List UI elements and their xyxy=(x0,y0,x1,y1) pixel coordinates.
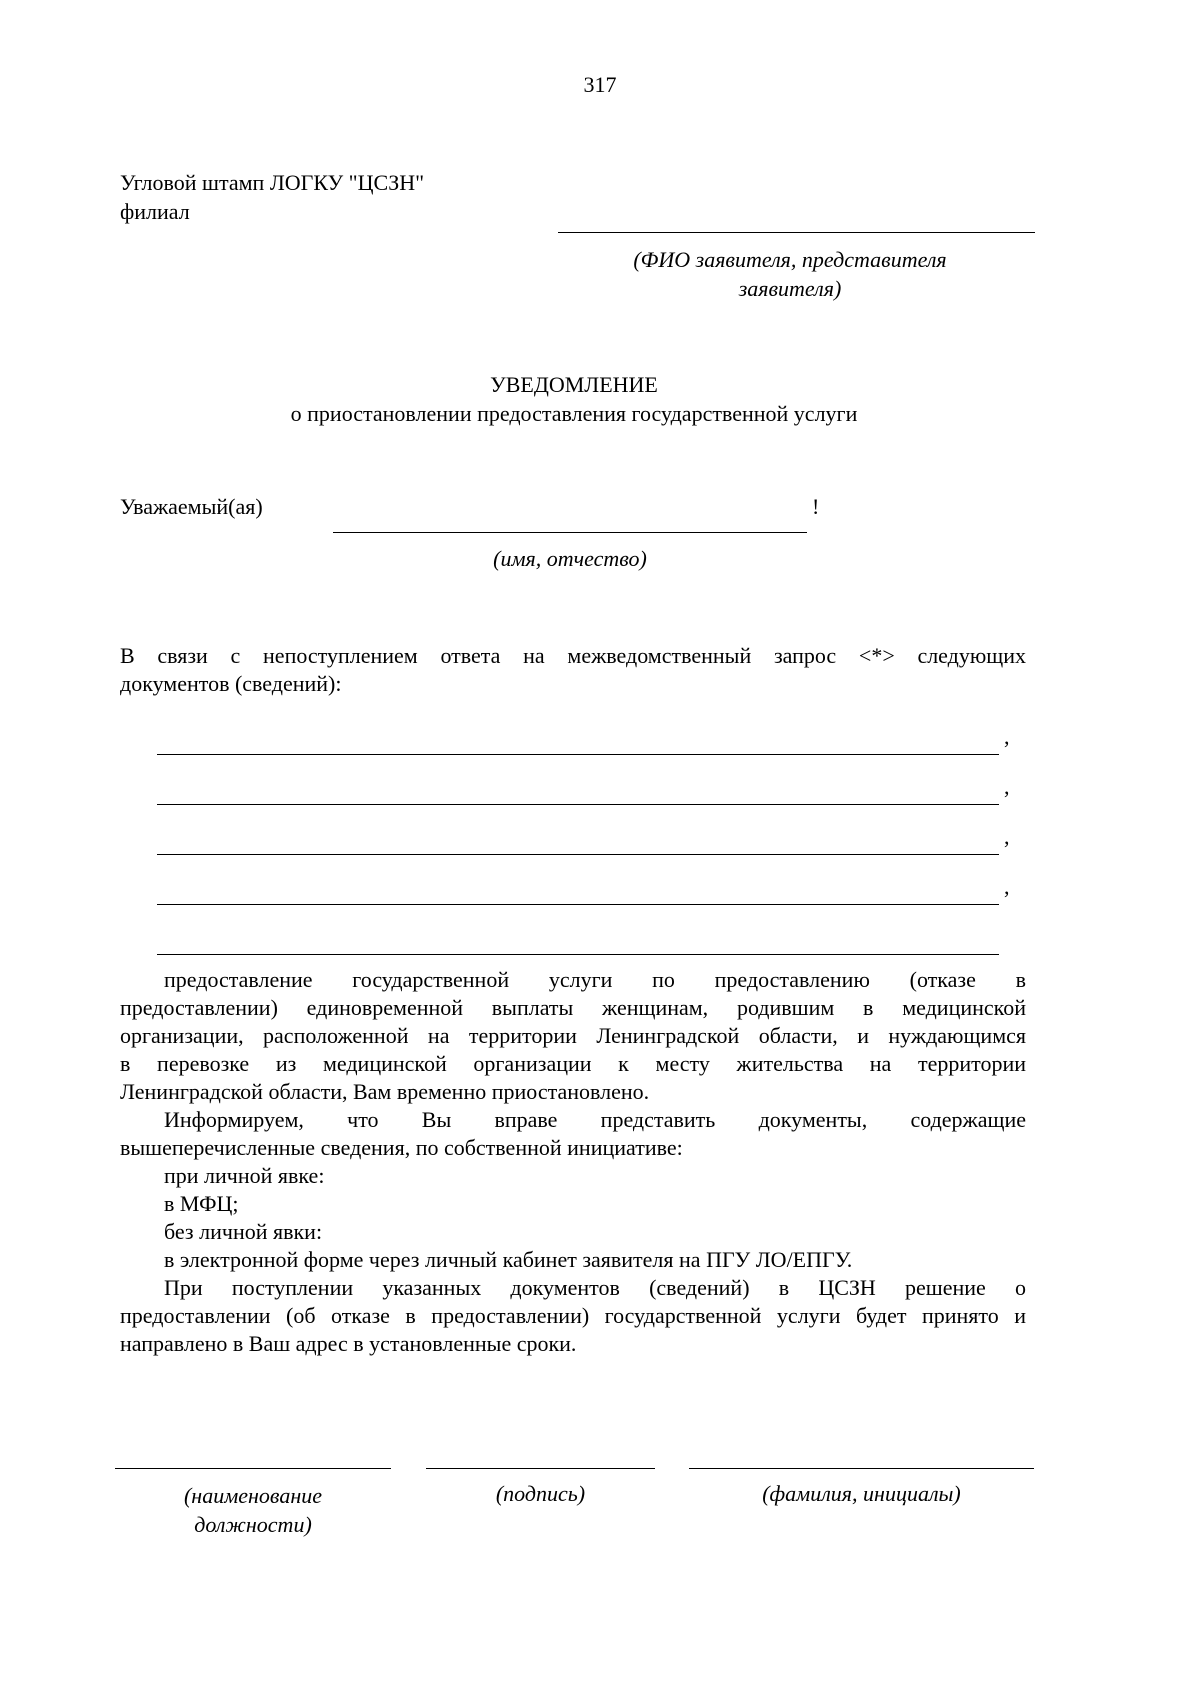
applicant-caption xyxy=(560,245,1020,303)
list-comma-3: , xyxy=(1004,824,1010,849)
list-comma-2: , xyxy=(1004,774,1010,799)
position-line xyxy=(115,1468,391,1469)
greeting-name-line xyxy=(333,532,807,533)
full-name-line xyxy=(689,1468,1034,1469)
body-text xyxy=(120,966,1026,1358)
p3-line-1: При поступлении указанных документов (сведений) в ЦСЗН решение о xyxy=(164,1275,1026,1300)
item-electronic: в электронной форме через личный кабинет заявителя на ПГУ ЛО/ЕПГУ. xyxy=(164,1247,853,1272)
item-personal-visit: при личной явке: xyxy=(164,1163,325,1188)
p1-line-2: предоставлении) единовременной выплаты женщинам, родившим в медицинской xyxy=(120,995,1026,1020)
page-number: 317 xyxy=(583,72,617,97)
p3-line-2: предоставлении (об отказе в предоставлении) государственной услуги будет принято и xyxy=(120,1303,1026,1328)
intro-line-2: документов (сведений): xyxy=(120,671,342,696)
position-caption-line-1: (наименование xyxy=(183,1483,323,1508)
greeting-exclamation: ! xyxy=(812,494,820,519)
p2-line-1: Информируем, что Вы вправе представить документы, содержащие xyxy=(164,1107,1026,1132)
list-comma-4: , xyxy=(1004,874,1010,899)
title-main: УВЕДОМЛЕНИЕ xyxy=(490,372,658,397)
applicant-caption-line-1: (ФИО заявителя, представителя xyxy=(633,247,947,272)
p1-line-1: предоставление государственной услуги по предоставлению (отказе в xyxy=(164,967,1026,992)
signature-line xyxy=(426,1468,655,1469)
item-no-visit: без личной явки: xyxy=(164,1219,323,1244)
position-caption xyxy=(115,1481,391,1539)
document-blank-line-1 xyxy=(157,754,999,755)
p1-line-3: организации, расположенной на территории Ленинградской области, и нуждающимся xyxy=(120,1023,1026,1048)
full-name-caption: (фамилия, инициалы) xyxy=(762,1481,961,1506)
document-blank-line-2 xyxy=(157,804,999,805)
item-mfc: в МФЦ; xyxy=(164,1191,239,1216)
list-comma-1: , xyxy=(1004,724,1010,749)
stamp-line-2: филиал xyxy=(120,199,190,224)
greeting-caption: (имя, отчество) xyxy=(493,546,647,571)
intro-line-1: В связи с непоступлением ответа на межведомственный запрос <*> следующих xyxy=(120,643,1026,668)
document-blank-line-3 xyxy=(157,854,999,855)
p3-line-3: направлено в Ваш адрес в установленные сроки. xyxy=(120,1331,577,1356)
position-caption-line-2: должности) xyxy=(194,1512,312,1537)
signature-caption: (подпись) xyxy=(495,1481,586,1506)
document-blank-line-4 xyxy=(157,904,999,905)
stamp-line-1: Угловой штамп ЛОГКУ "ЦСЗН" xyxy=(120,170,425,195)
document-title xyxy=(0,370,1148,428)
p2-line-2: вышеперечисленные сведения, по собственной инициативе: xyxy=(120,1135,683,1160)
document-blank-line-5 xyxy=(157,954,999,955)
intro-paragraph xyxy=(120,642,1026,698)
p1-line-4: в перевозке из медицинской организации к месту жительства на территории xyxy=(120,1051,1026,1076)
applicant-name-line xyxy=(558,232,1035,233)
greeting-label: Уважаемый(ая) xyxy=(120,494,263,519)
applicant-caption-line-2: заявителя) xyxy=(738,276,842,301)
p1-line-5: Ленинградской области, Вам временно приостановлено. xyxy=(120,1079,650,1104)
corner-stamp xyxy=(120,168,424,226)
title-sub: о приостановлении предоставления государственной услуги xyxy=(290,401,858,426)
